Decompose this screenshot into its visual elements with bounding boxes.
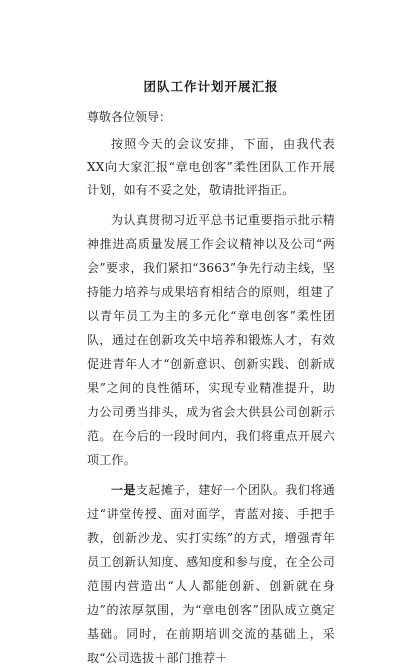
paragraph-item-one-lead: 一是 bbox=[111, 483, 136, 497]
greeting: 尊敬各位领导： bbox=[87, 110, 172, 124]
paragraph-intro-text: 按照今天的会议安排，下面，由我代表XX向大家汇报“章电创客”柔性团队工作开展计划，如有不妥之处，敬请批评指正。 bbox=[87, 137, 335, 197]
paragraph-intro bbox=[87, 133, 335, 202]
paragraph-item-one bbox=[87, 478, 335, 670]
paragraph-item-one-text: 支起摊子，建好一个团队。我们将通过“讲堂传授、面对面学，青蓝对接、手把手教，创新沙龙、实打实练”的方式，增强青年员工创新认知度、感知度和参与度，在全公司范围内营造出“人人都能创新、创新就在身边”的浓厚氛围，为“章电创客”团队成立奠定基础。同时，在前期培训交流的基础上，采取“公司选拔＋部门推荐＋ bbox=[87, 483, 335, 665]
paragraph-background-text: 为认真贯彻习近平总书记重要指示批示精神推进高质量发展工作会议精神以及公司“两会”要求，我们紧扣“3663”争先行动主线，坚持能力培养与成果培育相结合的原则，组建了以青年员工为主的多元化“章电创客”柔性团队，通过在创新攻关中培养和锻炼人才，有效促进青年人才“创新意识、创新实践、创新成果”之间的良性循环，实现专业精准提升，助力公司勇当排头，成为省会大供县公司创新示范。在今后的一段时间内，我们将重点开展六项工作。 bbox=[87, 213, 335, 467]
document-title: 团队工作计划开展汇报 bbox=[143, 79, 279, 94]
paragraph-background bbox=[87, 208, 335, 472]
